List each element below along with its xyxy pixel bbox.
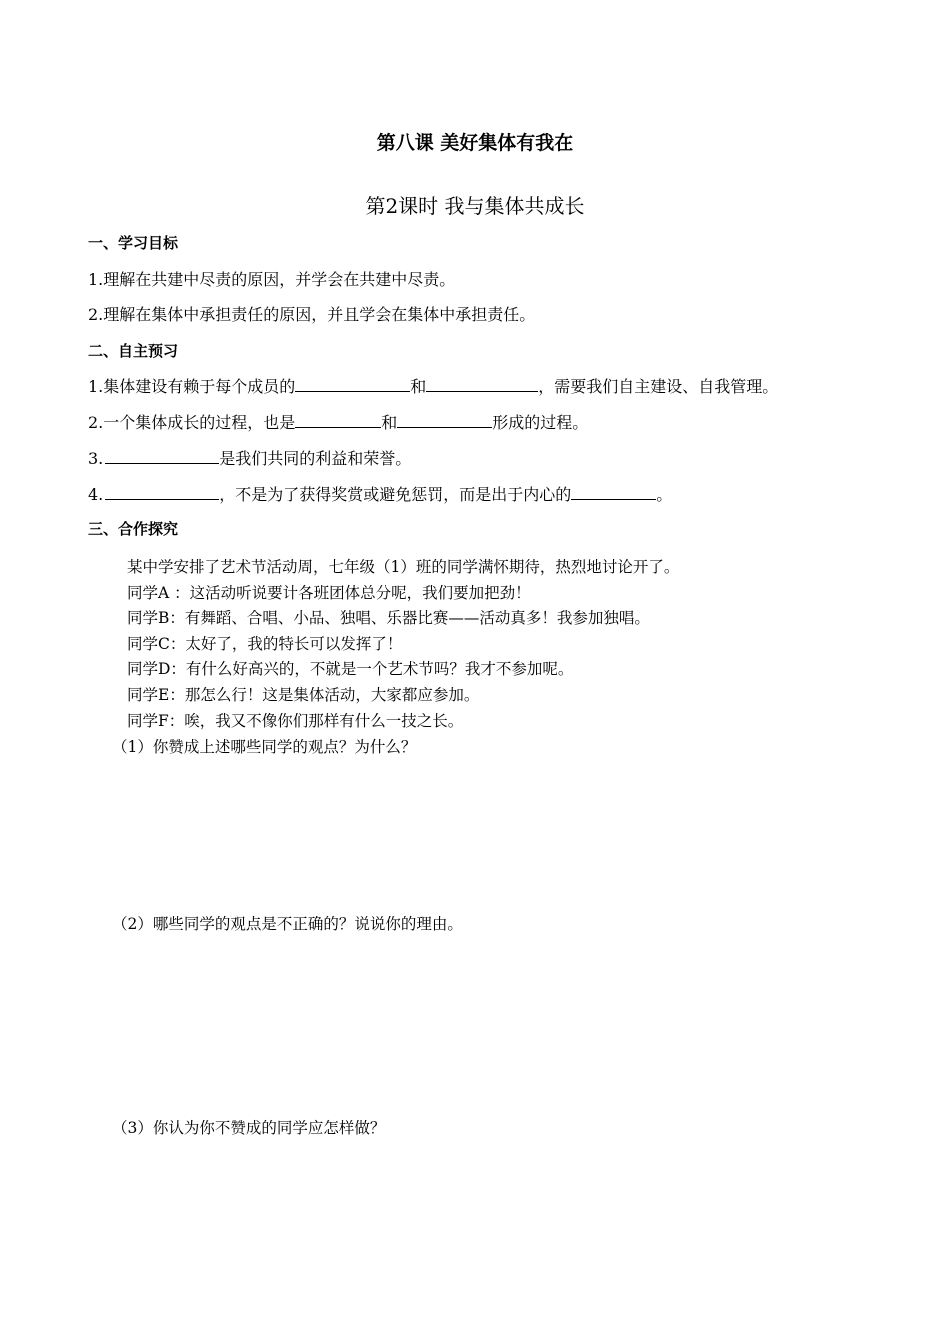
objective-item: 1.理解在共建中尽责的原因，并学会在共建中尽责。 [88,270,456,289]
fill-blank[interactable] [105,449,219,464]
preview-text: 3. [88,449,104,468]
answer-area-2[interactable] [112,942,872,1107]
fill-blank[interactable] [426,377,538,392]
section-heading-preview: 二、自主预习 [88,342,179,360]
answer-area-3[interactable] [112,1146,872,1306]
story-line: 同学C：太好了，我的特长可以发挥了！ [127,635,403,653]
preview-text: 1.集体建设有赖于每个成员的 [88,377,296,396]
fill-blank[interactable] [295,377,410,392]
section-heading-objectives: 一、学习目标 [88,234,179,252]
preview-item-4 [88,482,672,505]
preview-text: 和 [410,377,427,396]
fill-blank[interactable] [571,485,656,500]
story-line: 同学D：有什么好高兴的，不就是一个艺术节吗？我才不参加呢。 [127,660,574,678]
preview-text: 4. [88,485,104,504]
preview-text: 。 [656,485,673,504]
question-3: （3）你认为你不赞成的同学应怎样做？ [112,1119,386,1137]
fill-blank[interactable] [105,485,219,500]
lesson-subtitle: 第2课时 我与集体共成长 [365,194,585,218]
fill-blank[interactable] [397,413,492,428]
preview-item-2 [88,410,588,433]
answer-area-1[interactable] [112,765,872,905]
lesson-title: 第八课 美好集体有我在 [376,132,574,154]
section-heading-cooperative-inquiry: 三、合作探究 [88,520,179,538]
objective-item: 2.理解在集体中承担责任的原因，并且学会在集体中承担责任。 [88,305,536,324]
story-line: 某中学安排了艺术节活动周，七年级（1）班的同学满怀期待，热烈地讨论开了。 [127,558,680,576]
preview-item-3 [88,446,411,469]
preview-text: ，不是为了获得奖赏或避免惩罚，而是出于内心的 [219,485,572,504]
story-line: 同学B：有舞蹈、合唱、小品、独唱、乐器比赛——活动真多！我参加独唱。 [127,609,650,627]
question-2: （2）哪些同学的观点是不正确的？说说你的理由。 [112,915,463,933]
story-line: 同学E：那怎么行！这是集体活动，大家都应参加。 [127,686,480,704]
story-line: 同学F：唉，我又不像你们那样有什么一技之长。 [127,712,464,730]
question-1: （1）你赞成上述哪些同学的观点？为什么？ [112,738,417,756]
preview-text: 形成的过程。 [492,413,589,432]
preview-text: ，需要我们自主建设、自我管理。 [538,377,779,396]
preview-text: 2.一个集体成长的过程，也是 [88,413,296,432]
preview-text: 是我们共同的利益和荣誉。 [219,449,412,468]
fill-blank[interactable] [295,413,381,428]
story-line: 同学A ：这活动听说要计各班团体总分呢，我们要加把劲！ [127,584,531,602]
preview-text: 和 [381,413,398,432]
preview-item-1 [88,374,778,397]
